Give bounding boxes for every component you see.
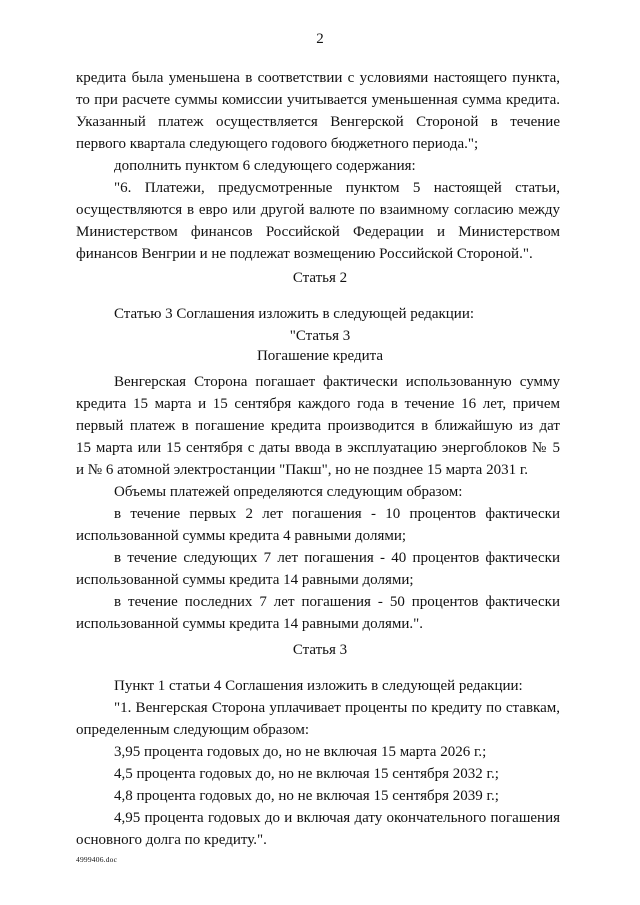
text-line: 3,95 процента годовых до, но не включая 15 марта 2026 г.; (114, 744, 487, 760)
text-line: Объемы платежей определяются следующим образом: (114, 484, 463, 500)
text-line: в течение первых 2 лет погашения - 10 процентов фактически (114, 506, 560, 522)
text-line: Указанный платеж осуществляется Венгерской Стороной в течение (76, 114, 560, 130)
text-line: осуществляются в евро или другой валюте по взаимному согласию между (76, 202, 560, 218)
text-line: 4,8 процента годовых до, но не включая 15 сентября 2039 г.; (114, 788, 499, 804)
page-number: 2 (316, 31, 324, 47)
text-line: "1. Венгерская Сторона уплачивает проценты по кредиту по ставкам, (114, 700, 560, 716)
text-line: Пункт 1 статьи 4 Соглашения изложить в следующей редакции: (114, 678, 523, 694)
text-line: первого квартала следующего годового бюджетного периода."; (76, 136, 479, 152)
text-line: использованной суммы кредита 14 равными долями.". (76, 616, 424, 632)
text-line: Министерством финансов Российской Федерации и Министерством (76, 224, 560, 240)
text-line: 15 марта или 15 сентября с даты ввода в эксплуатацию энергоблоков № 5 (76, 440, 560, 456)
text-line: определенным следующим образом: (76, 722, 310, 738)
article-heading: Статья 3 (292, 642, 348, 658)
text-line: и № 6 атомной электростанции "Пакш", но не позднее 15 марта 2031 г. (76, 462, 529, 478)
text-line: кредита была уменьшена в соответствии с условиями настоящего пункта, (76, 70, 560, 86)
text-line: Венгерская Сторона погашает фактически использованную сумму (114, 374, 560, 390)
article-heading: "Статья 3 (289, 328, 351, 344)
text-line: основного долга по кредиту.". (76, 832, 267, 848)
text-line: кредита 15 марта и 15 сентября каждого года в течение 16 лет, причем (76, 396, 560, 412)
text-line: дополнить пунктом 6 следующего содержания: (114, 158, 416, 174)
text-line: Статью 3 Соглашения изложить в следующей редакции: (114, 306, 475, 322)
text-line: в течение последних 7 лет погашения - 50 процентов фактически (114, 594, 560, 610)
article-heading: Статья 2 (292, 270, 348, 286)
text-line: 4,95 процента годовых до и включая дату окончательного погашения (114, 810, 560, 826)
text-line: то при расчете суммы комиссии учитывается уменьшенная сумма кредита. (76, 92, 560, 108)
text-line: "6. Платежи, предусмотренные пунктом 5 настоящей статьи, (114, 180, 560, 196)
text-line: первый платеж в погашение кредита производится в ближайшую из дат (76, 418, 560, 434)
file-name-footer: 4999406.doc (76, 855, 118, 864)
article-subheading: Погашение кредита (256, 348, 384, 364)
text-line: использованной суммы кредита 14 равными долями; (76, 572, 414, 588)
text-line: финансов Венгрии и не подлежат возмещению Российской Стороной.". (76, 246, 533, 262)
text-line: 4,5 процента годовых до, но не включая 15 сентября 2032 г.; (114, 766, 499, 782)
text-line: в течение следующих 7 лет погашения - 40 процентов фактически (114, 550, 560, 566)
text-line: использованной суммы кредита 4 равными долями; (76, 528, 407, 544)
